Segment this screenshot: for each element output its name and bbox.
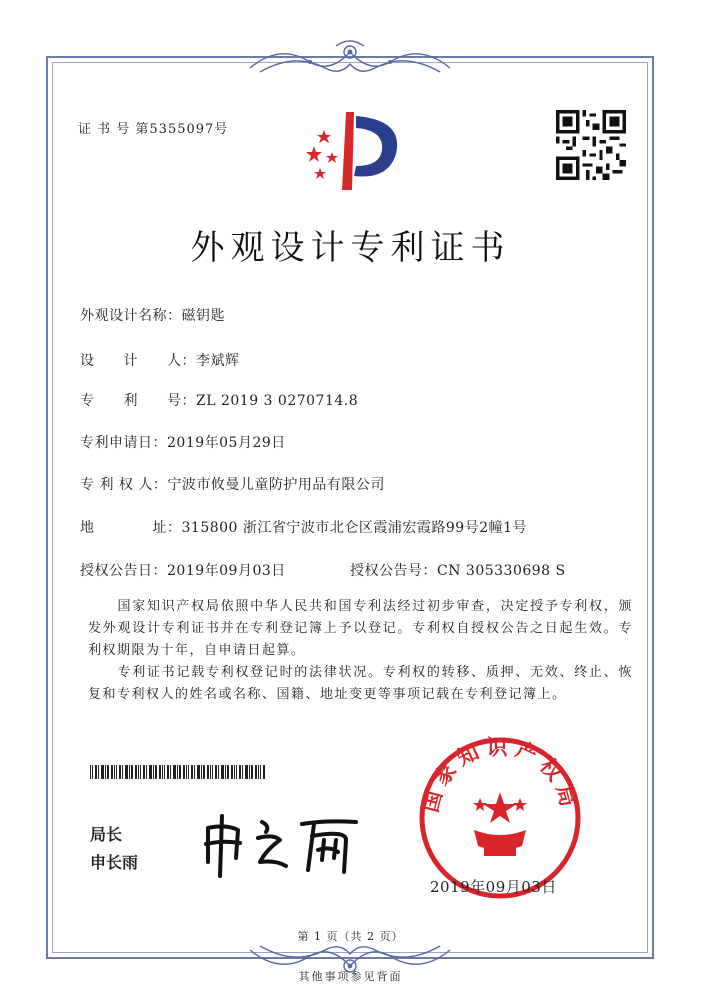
see-back-note: 其他事项参见背面 <box>298 970 403 983</box>
qr-code <box>556 110 626 180</box>
address-row <box>80 517 527 537</box>
designer-value: 李斌辉 <box>196 353 240 369</box>
patentee-label: 专 利 权 人： <box>80 477 168 493</box>
grant-number-value: CN 305330698 S <box>437 563 566 579</box>
patent-number-row <box>80 390 358 410</box>
address-value: 315800 浙江省宁波市北仑区霞浦宏霞路99号2幢1号 <box>181 520 528 536</box>
cnipa-logo <box>296 106 412 194</box>
director-title: 局长 <box>90 825 123 844</box>
svg-text:国家知识产权局: 国家知识产权局 <box>418 736 582 815</box>
top-ornament <box>240 38 460 84</box>
address-label: 地 址： <box>80 520 182 536</box>
page-number: 第 1 页（共 2 页） <box>297 930 404 943</box>
grant-number-label: 授权公告号： <box>350 563 437 579</box>
filing-date-label: 专利申请日： <box>80 435 167 451</box>
patent-number-label: 专 利 号： <box>80 393 196 409</box>
designer-label: 设 计 人： <box>80 353 196 369</box>
certificate-number: 证 书 号 第5355097号 <box>78 122 229 137</box>
designer-row <box>80 350 240 370</box>
filing-date-row <box>80 432 286 452</box>
grant-statement-paragraph: 国家知识产权局依照中华人民共和国专利法经过初步审查，决定授予专利权，颁发外观设计专利证书并在专利登记簿上予以登记。专利权自授权公告之日起生效。专利权期限为十年，自申请日起算。 <box>88 599 633 658</box>
filing-date-value: 2019年05月29日 <box>167 435 286 451</box>
barcode <box>90 765 268 779</box>
grant-date-label: 授权公告日： <box>80 563 167 579</box>
handwritten-signature <box>196 810 366 880</box>
patentee-value: 宁波市攸曼儿童防护用品有限公司 <box>167 477 385 493</box>
grant-date-value: 2019年09月03日 <box>167 563 286 579</box>
design-name-label: 外观设计名称： <box>80 308 182 324</box>
grant-number-row <box>350 560 566 580</box>
director-name: 申长雨 <box>90 853 139 872</box>
patentee-row <box>80 474 385 494</box>
design-name-value: 磁钥匙 <box>181 308 225 324</box>
seal-date: 2019年09月03日 <box>430 878 557 896</box>
certificate-title: 外观设计专利证书 <box>190 228 511 268</box>
legal-status-paragraph: 专利证书记载专利权登记时的法律状况。专利权的转移、质押、无效、终止、恢复和专利权人的姓名或名称、国籍、地址变更等事项记载在专利登记簿上。 <box>88 665 633 702</box>
patent-number-value: ZL 2019 3 0270714.8 <box>196 393 359 409</box>
grant-date-row <box>80 560 286 580</box>
design-name-row <box>80 305 225 325</box>
